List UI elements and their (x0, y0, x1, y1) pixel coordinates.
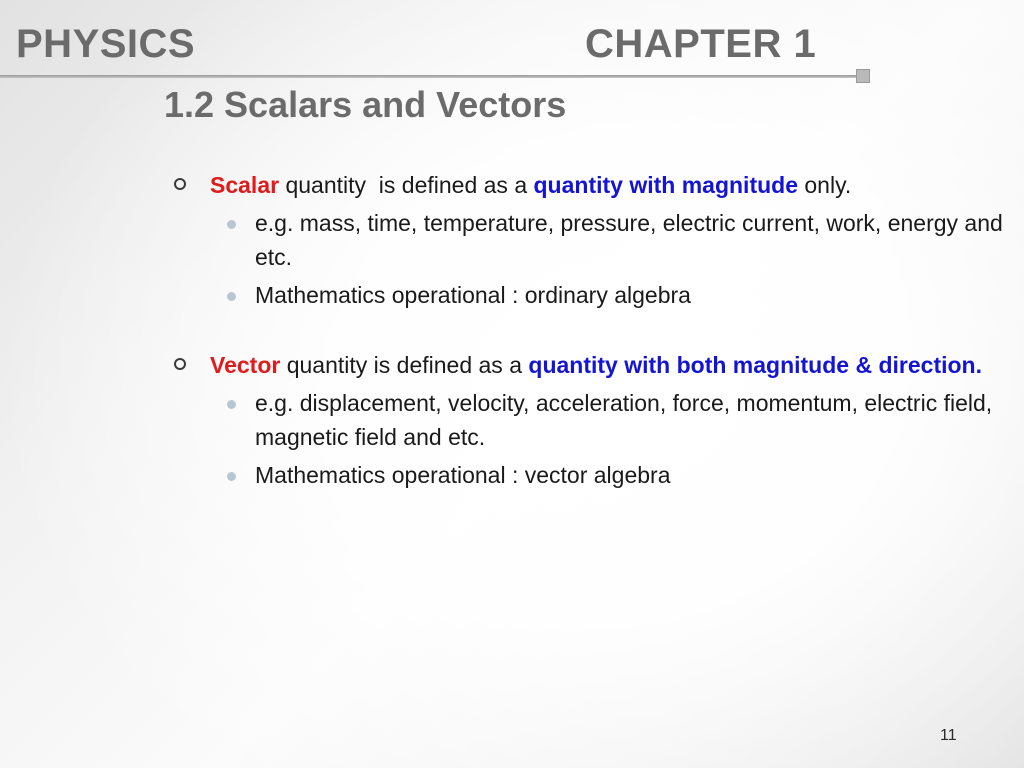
dot-bullet-icon (227, 220, 236, 229)
page-number: 11 (940, 727, 957, 744)
scalar-math-operation (172, 278, 1012, 312)
vector-math-text: Mathematics operational : vector algebra (255, 462, 671, 488)
scalar-emphasis: quantity with magnitude (533, 172, 798, 198)
dot-bullet-icon (227, 400, 236, 409)
vector-emphasis: quantity with both magnitude & direction. (528, 352, 982, 378)
vector-examples-text: e.g. displacement, velocity, acceleration, force, momentum, electric field, magnetic field and etc. (255, 390, 993, 450)
slide-content (172, 168, 1012, 492)
scalar-definition-text: quantity is defined as a (279, 172, 534, 198)
header-divider (0, 75, 856, 78)
divider-end-square-icon (856, 69, 870, 83)
scalar-definition-end: only. (798, 172, 852, 198)
scalar-math-text: Mathematics operational : ordinary algebra (255, 282, 691, 308)
bullet-scalar-definition (172, 168, 1012, 202)
scalar-examples-text: e.g. mass, time, temperature, pressure, electric current, work, energy and etc. (255, 210, 1003, 270)
subject-title: PHYSICS (16, 22, 196, 66)
dot-bullet-icon (227, 472, 236, 481)
vector-math-operation (172, 458, 1012, 492)
scalar-keyword: Scalar (210, 172, 280, 198)
chapter-title: CHAPTER 1 (585, 22, 817, 66)
hollow-circle-bullet-icon (174, 178, 186, 190)
hollow-circle-bullet-icon (174, 358, 186, 370)
vector-examples (172, 386, 1012, 454)
vector-definition-text: quantity is defined as a (280, 352, 529, 378)
scalar-examples (172, 206, 1012, 274)
dot-bullet-icon (227, 292, 236, 301)
section-title: 1.2 Scalars and Vectors (164, 84, 567, 125)
vector-keyword: Vector (210, 352, 281, 378)
bullet-vector-definition (172, 348, 1012, 382)
